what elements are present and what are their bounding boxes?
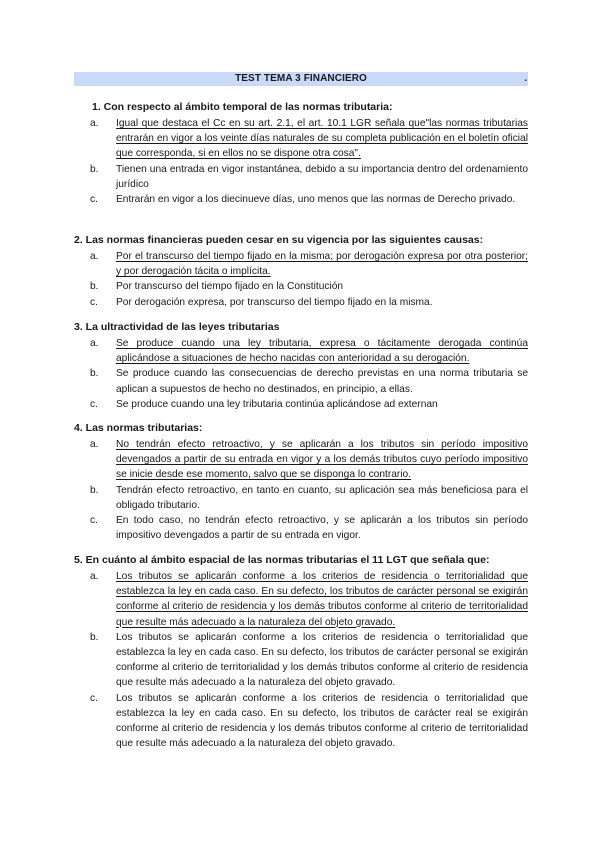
option-text: Los tributos se aplicarán conforme a los criterios de residencia o territorialidad que establezca la ley en cada caso. En su defecto, los tributos de carácter personal se exigirán conforme al criterio de residencia y los demás tributos conforme al criterio de territorialidad que resulte más adecuado a la naturaleza del objeto gravado. — [116, 571, 528, 628]
option-text: En todo caso, no tendrán efecto retroactivo, y se aplicarán a los tributos sin período impositivo devengados a partir de su entrada en vigor. — [116, 515, 528, 542]
question-4 — [74, 421, 528, 543]
answer-option — [74, 366, 528, 396]
option-letter: c. — [90, 692, 98, 704]
question-1 — [74, 100, 528, 207]
option-letter: c. — [90, 398, 98, 410]
answer-option — [74, 569, 528, 630]
option-text: Entrarán en vigor a los diecinueve días, uno menos que las normas de Derecho privado. — [116, 194, 516, 206]
option-text: Se produce cuando una ley tributaria, expresa o tácitamente derogada continúa aplicándose a situaciones de hecho nacidas con anterioridad a su derogación. — [116, 338, 528, 365]
option-letter: a. — [90, 439, 99, 450]
option-text: Por transcurso del tiempo fijado en la Constitución — [116, 281, 344, 293]
answer-option — [74, 279, 528, 294]
question-title: 4. Las normas tributarias: — [74, 422, 203, 434]
option-letter: a. — [90, 571, 99, 582]
answer-option — [74, 116, 528, 162]
answer-option — [74, 630, 528, 691]
page-title: TEST TEMA 3 FINANCIERO — [235, 73, 367, 84]
question-5 — [74, 553, 528, 751]
option-text: Tendrán efecto retroactivo, en tanto en cuanto, su aplicación sea más beneficiosa para el obligado tributario. — [116, 484, 528, 511]
option-letter: c. — [90, 296, 98, 308]
option-text: Por derogación expresa, por transcurso del tiempo fijado en la misma. — [116, 296, 433, 308]
option-letter: a. — [90, 118, 99, 129]
answer-option — [74, 295, 528, 310]
option-letter: a. — [90, 338, 99, 349]
option-letter: c. — [90, 515, 98, 527]
option-letter: c. — [90, 194, 98, 206]
question-2 — [74, 233, 528, 310]
answer-option — [74, 162, 528, 192]
option-letter: b. — [90, 484, 99, 496]
title-bar — [74, 72, 528, 86]
question-3 — [74, 320, 528, 412]
answer-option — [74, 437, 528, 483]
question-title: 1. Con respecto al ámbito temporal de las normas tributaria: — [92, 101, 393, 113]
title-trailing-dot: . — [524, 73, 527, 84]
answer-option — [74, 249, 528, 279]
answer-option — [74, 691, 528, 752]
option-text: No tendrán efecto retroactivo, y se aplicarán a los tributos sin período impositivo devengados a partir de su entrada en vigor y a los demás tributos cuyo período impositivo se inicie desde ese momento, salvo que se disponga lo contrario. — [116, 439, 528, 481]
option-letter: a. — [90, 251, 99, 262]
option-text: Por el transcurso del tiempo fijado en la misma; por derogación expresa por otra posterior; y por derogación tácita o implícita. — [116, 251, 528, 278]
option-text: Se produce cuando las consecuencias de derecho previstas en una norma tributaria se aplican a supuestos de hecho no destinados, en principio, a ellas. — [116, 368, 528, 395]
question-title: 5. En cuánto al ámbito espacial de las normas tributarias el 11 LGT que señala que: — [74, 554, 490, 566]
option-text: Los tributos se aplicarán conforme a los criterios de residencia o territorialidad que establezca la ley en cada caso. En su defecto, los tributos de carácter real se exigirán conforme al criterio de residencia y los demás tributos conforme al criterio de territorialidad que resulte más adecuado a la naturaleza del objeto gravado. — [116, 692, 528, 750]
answer-option — [74, 483, 528, 513]
option-letter: b. — [90, 163, 99, 175]
option-text: Se produce cuando una ley tributaria continúa aplicándose ad externan — [116, 398, 438, 410]
question-title: 2. Las normas financieras pueden cesar en su vigencia por las siguientes causas: — [74, 234, 484, 246]
option-letter: b. — [90, 368, 99, 380]
answer-option — [74, 336, 528, 366]
option-text: Tienen una entrada en vigor instantánea, debido a su importancia dentro del ordenamiento jurídico — [116, 163, 528, 190]
question-title: 3. La ultractividad de las leyes tributarias — [74, 321, 280, 333]
answer-option — [74, 192, 528, 207]
option-letter: b. — [90, 281, 99, 293]
option-text: Los tributos se aplicarán conforme a los criterios de residencia o territorialidad que establezca la ley en cada caso. En su defecto, los tributos de carácter personal se exigirán conforme al criterio de territorialidad y los demás tributos conforme al criterio de residencia que resulte más adecuado a la naturaleza del objeto gravado. — [116, 631, 528, 689]
answer-option — [74, 397, 528, 412]
option-text: Igual que destaca el Cc en su art. 2.1, el art. 10.1 LGR señala que"las normas tributarias entrarán en vigor a los veinte días naturales de su completa publicación en el boletín oficial que corresponda, si en ellos no se dispone otra cosa". — [116, 118, 528, 160]
option-letter: b. — [90, 631, 99, 643]
answer-option — [74, 513, 528, 543]
